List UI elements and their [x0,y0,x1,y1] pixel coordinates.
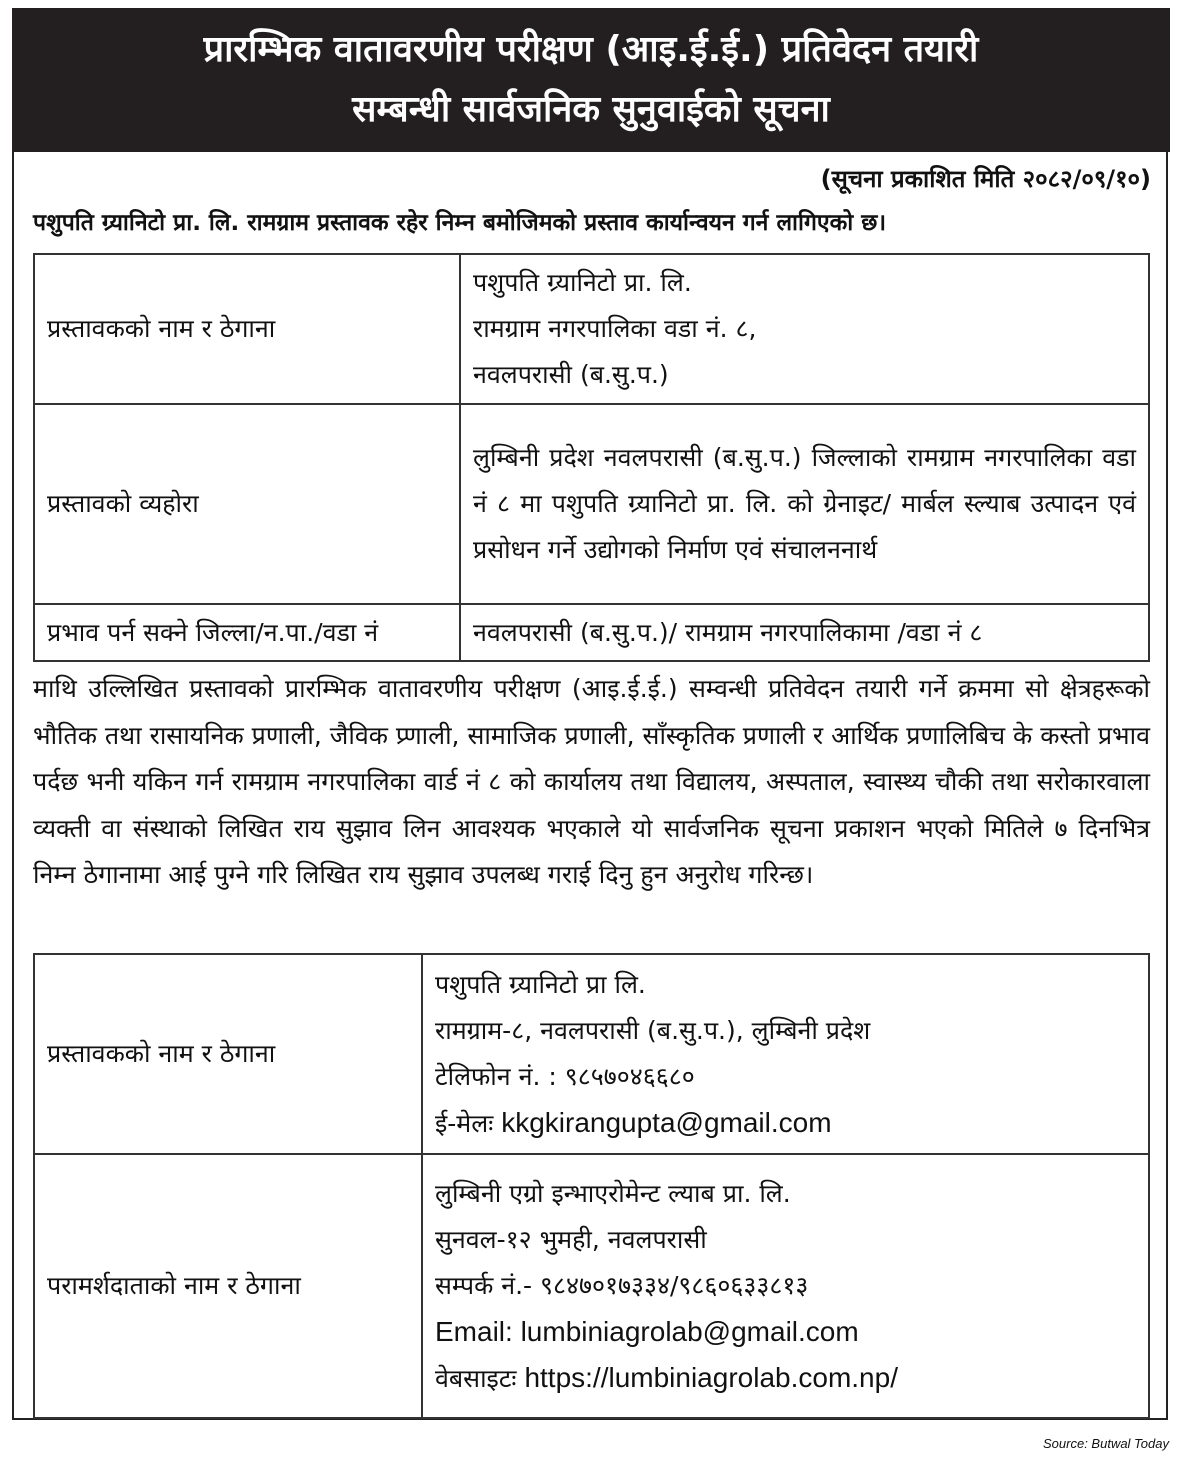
publish-date: (सूचना प्रकाशित मिति २०८२/०९/१०) [820,165,1151,193]
value-line: पशुपति ग्र्यानिटो प्रा लि. [435,969,646,999]
value-line: नवलपरासी (ब.सु.प.) [473,360,669,389]
row-value [460,254,1149,404]
table-row [34,1154,1149,1418]
row-value [422,1154,1149,1418]
title-line-2: सम्बन्धी सार्वजनिक सुनुवाईको सूचना [352,89,830,130]
website-link[interactable]: https://lumbiniagrolab.com.np/ [524,1361,898,1393]
email-link[interactable]: Email: lumbiniagrolab@gmail.com [435,1315,859,1347]
row-label: प्रस्तावको व्यहोरा [34,404,460,604]
value-line: सम्पर्क नं.- ९८४७०१७३३४/९८६०६३३८१३ [435,1270,809,1300]
row-label: प्रस्तावकको नाम र ठेगाना [34,254,460,404]
row-value [422,954,1149,1154]
table-row [34,254,1149,404]
row-value: लुम्बिनी प्रदेश नवलपरासी (ब.सु.प.) जिल्लाको रामग्राम नगरपालिका वडा नं ८ मा पशुपति ग्र्यानिटो प्रा. लि. को ग्रेनाइट/ मार्बल स्ल्याब उत्पादन एवं प्रसोधन गर्ने उद्योगको निर्माण एवं संचालननार्थ [460,404,1149,604]
email-link[interactable]: kkgkirangupta@gmail.com [501,1106,832,1138]
row-value: नवलपरासी (ब.सु.प.)/ रामग्राम नगरपालिकामा /वडा नं ८ [460,604,1149,661]
value-line: लुम्बिनी एग्रो इन्भाएरोमेन्ट ल्याब प्रा. लि. [435,1178,791,1208]
value-line: टेलिफोन नं. : ९८५७०४६६८० [435,1061,695,1091]
intro-text: पशुपति ग्र्यानिटो प्रा. लि. रामग्राम प्रस्तावक रहेर निम्न बमोजिमको प्रस्ताव कार्यान्वयन गर्न लागिएको छ। [33,210,887,236]
email-label: ई-मेलः [435,1108,502,1138]
row-label: प्रभाव पर्न सक्ने जिल्ला/न.पा./वडा नं [34,604,460,661]
value-line: पशुपति ग्र्यानिटो प्रा. लि. [473,268,692,297]
proposal-table [33,253,1150,662]
value-line: रामग्राम-८, नवलपरासी (ब.सु.प.), लुम्बिनी प्रदेश [435,1015,871,1045]
value-line: रामग्राम नगरपालिका वडा नं. ८, [473,314,757,343]
contact-table [33,953,1150,1419]
email-line [435,1100,1136,1147]
body-paragraph: माथि उल्लिखित प्रस्तावको प्रारम्भिक वातावरणीय परीक्षण (आइ.ई.ई.) सम्वन्धी प्रतिवेदन तयारी गर्ने क्रममा सो क्षेत्रहरूको भौतिक तथा रासायनिक प्रणाली, जैविक प्र्णाली, सामाजिक प्रणाली, साँस्कृतिक प्रणाली र आर्थिक प्रणालिबिच के कस्तो प्रभाव पर्दछ भनी यकिन गर्न रामग्राम नगरपालिका वार्ड नं ८ को कार्यालय तथा विद्यालय, अस्पताल, स्वास्थ्य चौकी तथा सरोकारवाला व्यक्ती वा संस्थाको लिखित राय सुझाव लिन आवश्यक भएकाले यो सार्वजनिक सूचना प्रकाशन भएको मितिले ७ दिनभित्र निम्न ठेगानामा आई पुग्ने गरि लिखित राय सुझाव उपलब्ध गराई दिनु हुन अनुरोध गरिन्छ। [33,674,1150,889]
table-row [34,604,1149,661]
website-label: वेबसाइटः [435,1363,525,1393]
row-label: प्रस्तावकको नाम र ठेगाना [34,954,422,1154]
table-row [34,404,1149,604]
source-credit: Source: Butwal Today [1043,1436,1169,1451]
website-line [435,1355,1136,1402]
notice-header [12,8,1170,152]
table-row [34,954,1149,1154]
row-label: परामर्शदाताको नाम र ठेगाना [34,1154,422,1418]
title-line-1: प्रारम्भिक वातावरणीय परीक्षण (आइ.ई.ई.) प्रतिवेदन तयारी [203,29,979,70]
value-line: सुनवल-१२ भुमही, नवलपरासी [435,1224,707,1254]
